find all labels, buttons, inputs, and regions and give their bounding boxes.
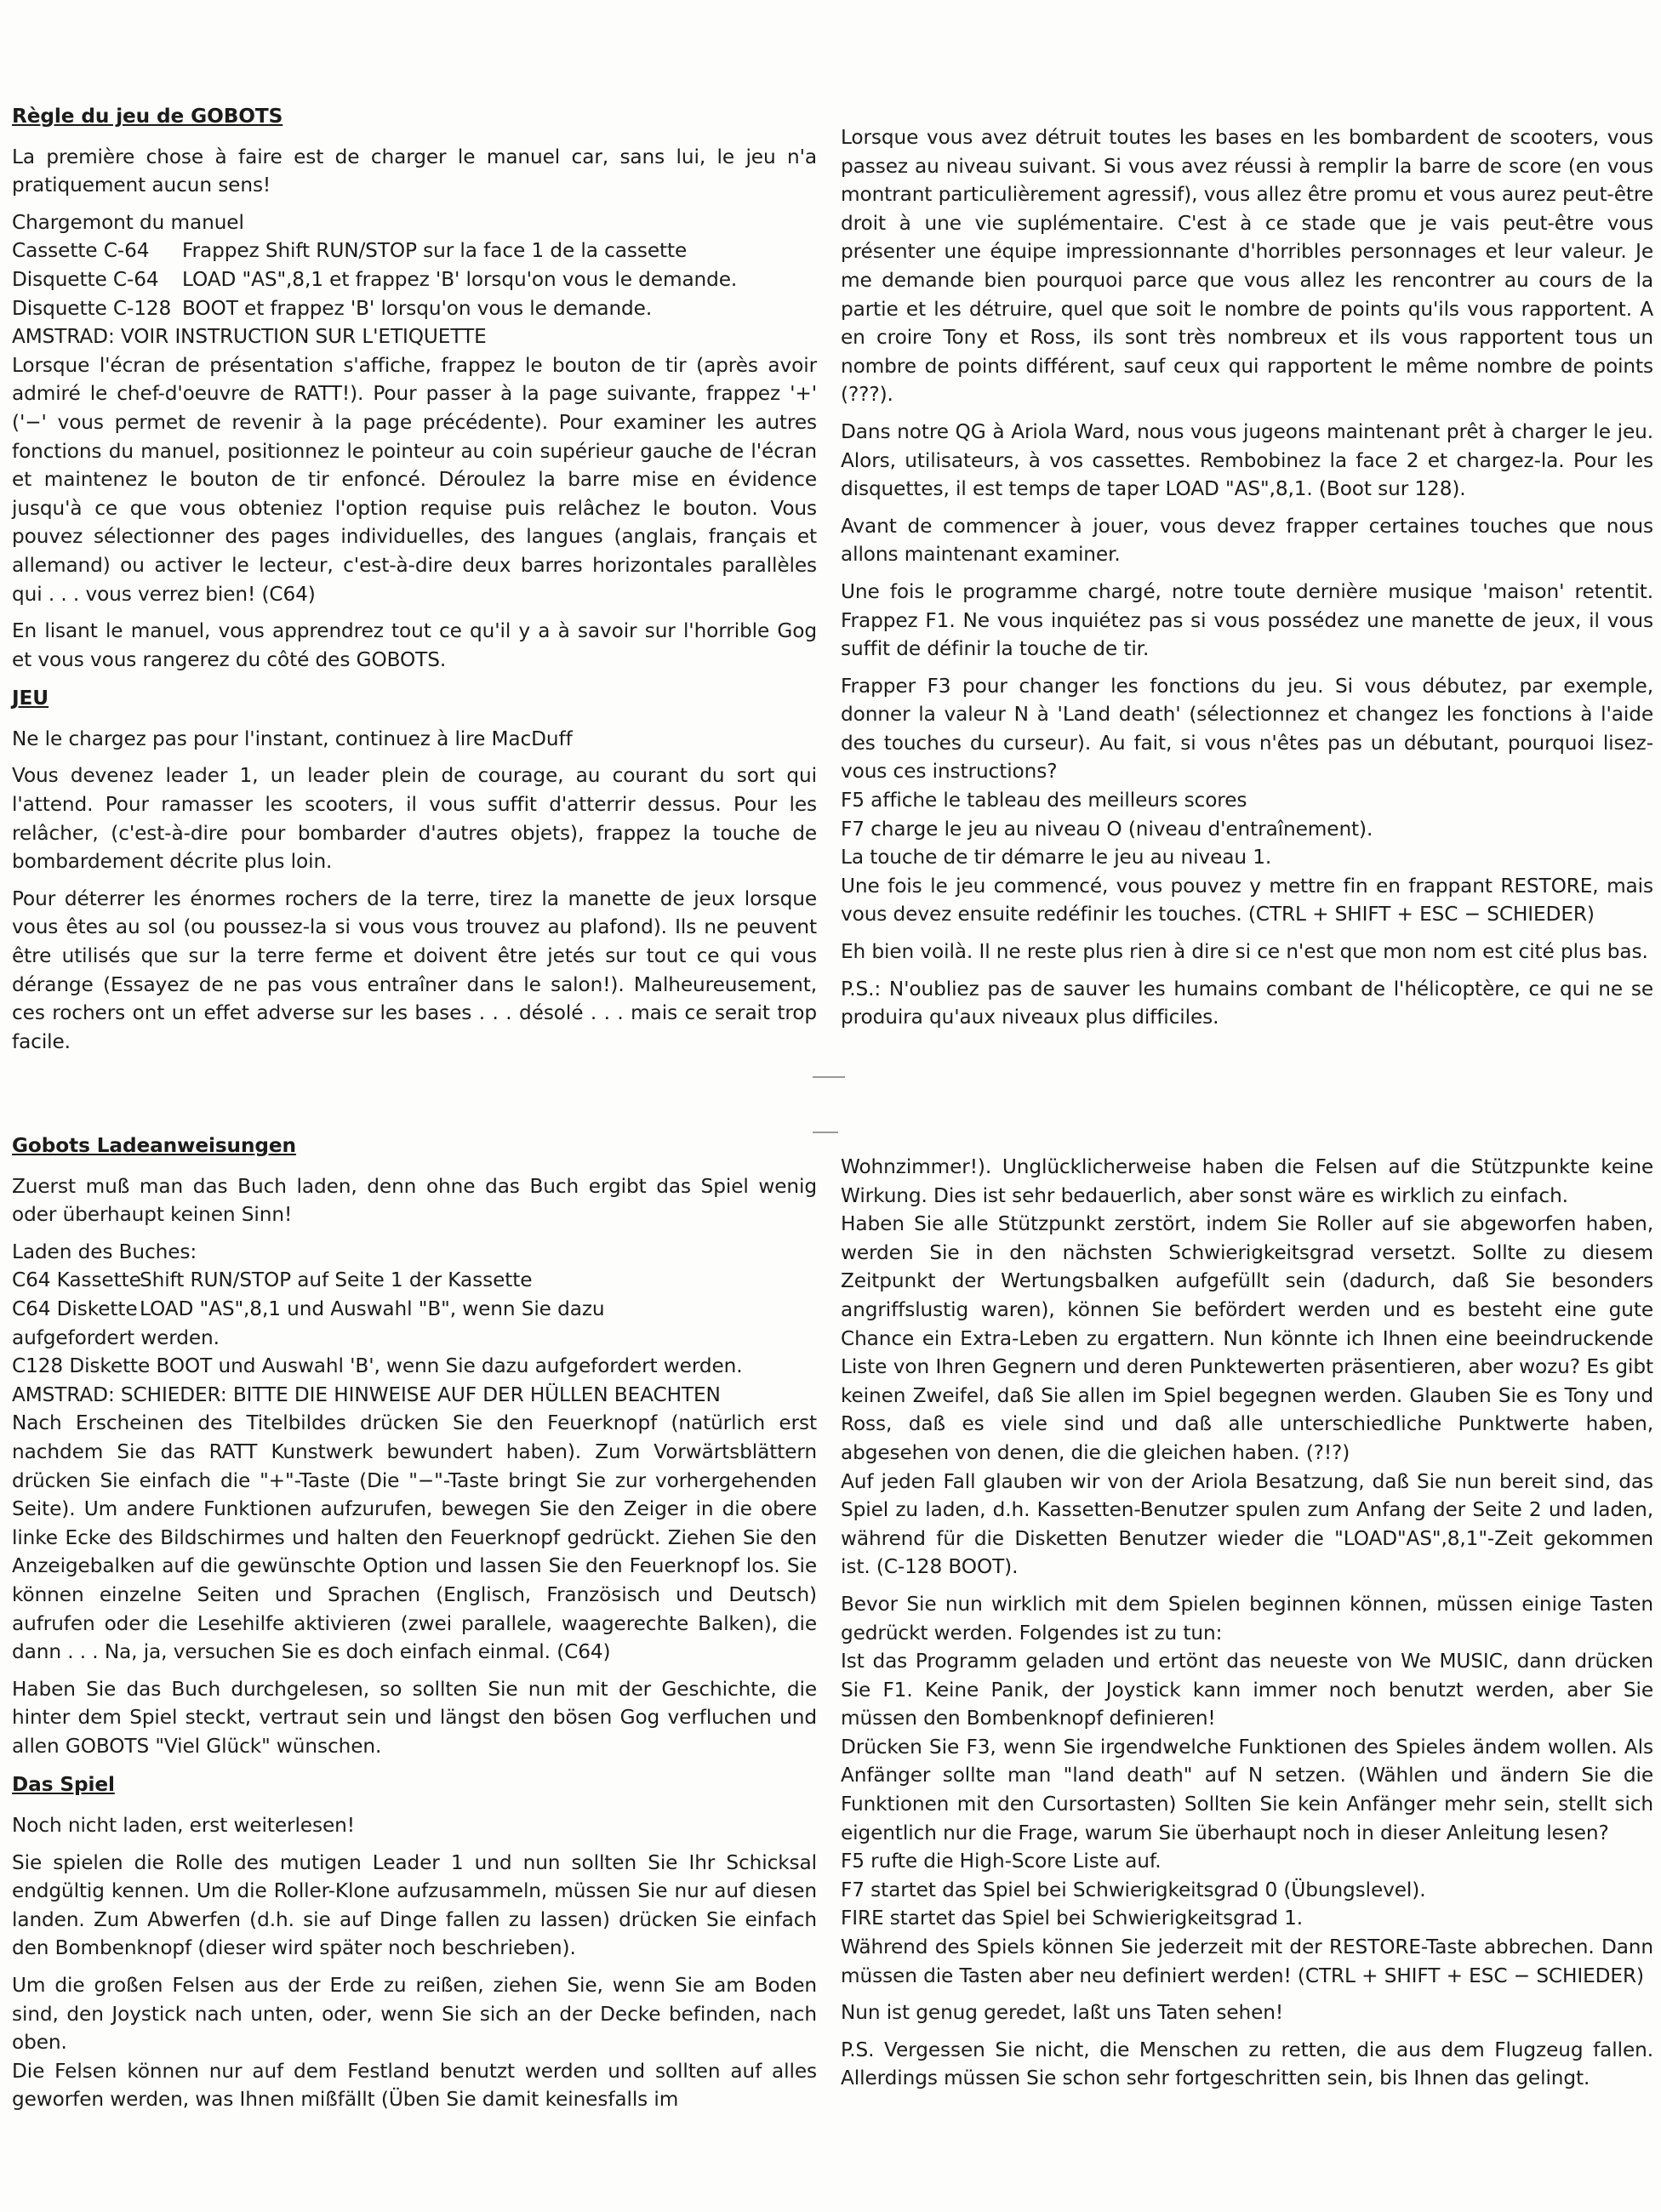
french-key-f5: F5 affiche le tableau des meilleurs scores xyxy=(841,789,1247,812)
french-key-f7: F7 charge le jeu au niveau O (niveau d'entraînement). xyxy=(841,817,1373,841)
german-key-fire: FIRE startet das Spiel bei Schwierigkeitsgrad 1. xyxy=(841,1907,1304,1930)
french-paragraph: Une fois le programme chargé, notre toute dernière musique 'maison' retentit. Frappez F1. Ne vous inquiétez pas si vous possédez une manette de jeux, il vous suffit de définir la touche de tir. xyxy=(841,579,1653,661)
german-load-heading: Laden des Buches: xyxy=(12,1240,197,1263)
german-intro: Zuerst muß man das Buch laden, denn ohne das Buch ergibt das Spiel wenig oder überhaupt keinen Sinn! xyxy=(12,1174,817,1227)
german-key-f5: F5 rufte die High-Score Liste auf. xyxy=(841,1850,1162,1873)
french-paragraph: Vous devenez leader 1, un leader plein de courage, au courant du sort qui l'attend. Pour ramasser les scooters, il vous suffit d'atterrir dessus. Pour les relâcher, (c'est-à-dire pour bombarder d'autres objets), frappez la touche de bombardement décrite plus loin. xyxy=(12,764,817,874)
french-paragraph: Pour déterrer les énormes rochers de la terre, tirez la manette de jeux lorsque vous êtes au sol (ou poussez-la si vous vous trouvez au plafond). Ils ne peuvent être utilisés que sur la terre ferme et doivent être jetés sur tout ce qui vous dérange (Essayez de ne pas vous entraîner dans le salon!). Malheureusement, ces rochers ont un effet adverse sur les bases . . . désolé . . . mais ce serait trop facile. xyxy=(12,887,817,1053)
german-paragraph: Um die großen Felsen aus der Erde zu reißen, ziehen Sie, wenn Sie am Boden sind, den Joystick nach unten, oder, wenn Sie sich an der Decke befinden, nach oben. xyxy=(12,1974,817,2055)
french-paragraph: Avant de commencer à jouer, vous devez frapper certaines touches que nous allons maintenant examiner. xyxy=(841,514,1653,567)
french-load-row: Disquette C-64 LOAD "AS",8,1 et frappez 'B' lorsqu'on vous le demande. xyxy=(12,267,738,291)
german-paragraph: Haben Sie alle Stützpunkt zerstört, indem Sie Roller auf sie abgeworfen haben, werden Sie in den nächsten Schwierigkeitsgrad versetzt. Sollte zu diesem Zeitpunkt der Wertungsbalken aufgefüllt sein (dadurch, daß Sie besonders angriffslustig waren), können Sie befördert werden und es besteht eine gute Chance ein Extra-Leben zu ergattern. Nun könnte ich Ihnen eine beeindruckende Liste von Ihren Gegnern und deren Punktewerten präsentieren, aber wozu? Es gibt keinen Zweifel, daß Sie allen im Spiel begegnen werden. Glauben Sie es Tony und Ross, daß es viele sind und daß alle unterschiedliche Punktwerte haben, abgesehen von denen, die die gleichen haben. (?!?) xyxy=(841,1212,1653,1464)
scan-mark xyxy=(813,1132,838,1133)
french-left-column xyxy=(12,102,817,1064)
german-paragraph: Wohnzimmer!). Unglücklicherweise haben die Felsen auf die Stützpunkte keine Wirkung. Dies ist sehr bedauerlich, aber sonst wäre es wirklich zu einfach. xyxy=(841,1155,1653,1207)
german-paragraph: Die Felsen können nur auf dem Festland benutzt werden und sollten auf alles geworfen werden, was Ihnen mißfällt (Üben Sie damit keinesfalls im xyxy=(12,2059,817,2112)
scan-mark xyxy=(813,1076,845,1078)
german-load-row: C128 Diskette BOOT und Auswahl 'B', wenn Sie dazu aufgefordert werden. xyxy=(12,1354,743,1378)
french-paragraph: Lorsque l'écran de présentation s'affiche, frappez le bouton de tir (après avoir admiré le chef-d'oeuvre de RATT!). Pour passer à la page suivante, frappez '+' ('−' vous permet de revenir à la page précédente). Pour examiner les autres fonctions du manuel, positionnez le pointeur au coin supérieur gauche de l'écran et maintenez le bouton de tir enfoncé. Déroulez la barre mise en évidence jusqu'à ce que vous obteniez l'option requise puis relâchez le bouton. Vous pouvez sélectionner des pages individuelles, des langues (anglais, français et allemand) ou activer le lecteur, c'est-à-dire deux barres horizontales parallèles qui . . . vous verrez bien! (C64) xyxy=(12,353,817,606)
french-paragraph: Dans notre QG à Ariola Ward, nous vous jugeons maintenant prêt à charger le jeu. Alors, utilisateurs, à vos cassettes. Rembobinez la face 2 et chargez-la. Pour les disquettes, il est temps de taper LOAD "AS",8,1. (Boot sur 128). xyxy=(841,419,1653,501)
french-load-row: Disquette C-128 BOOT et frappez 'B' lorsqu'on vous le demande. xyxy=(12,296,653,320)
german-paragraph: Auf jeden Fall glauben wir von der Ariola Besatzung, daß Sie nun bereit sind, das Spiel zu laden, d.h. Kassetten-Benutzer spulen zum Anfang der Seite 2 und laden, während für die Disketten Benutzer wieder die "LOAD"AS",8,1"-Zeit gekommen ist. (C-128 BOOT). xyxy=(841,1469,1653,1579)
french-key-fire: La touche de tir démarre le jeu au niveau 1. xyxy=(841,846,1272,869)
german-paragraph: Nach Erscheinen des Titelbildes drücken Sie den Feuerknopf (natürlich erst nachdem Sie das RATT Kunstwerk bewundert haben). Zum Vorwärtsblättern drücken Sie einfach die "+"-Taste (Die "−"-Taste bringt Sie zur vorhergehenden Seite). Um andere Funktionen aufzurufen, bewegen Sie den Zeiger in die obere linke Ecke des Bildschirmes und halten den Feuerknopf gedrückt. Ziehen Sie den Anzeigebalken auf die gewünschte Option und lassen Sie den Feuerknopf los. Sie können einzelne Seiten und Sprachen (Englisch, Französisch und Deutsch) aufrufen oder die Lesehilfe aktivieren (zwei parallele, waagerechte Balken), die dann . . . Na, ja, versuchen Sie es doch einfach einmal. (C64) xyxy=(12,1411,817,1664)
french-postscript: P.S.: N'oubliez pas de sauver les humains combant de l'hélicoptère, ce qui ne se produira qu'aux niveaux plus difficiles. xyxy=(841,977,1653,1029)
german-paragraph: Drücken Sie F3, wenn Sie irgendwelche Funktionen des Spieles ändem wollen. Als Anfänger sollte man "land death" auf N setzen. (Wählen und ändern Sie die Funktionen mit den Cursortasten) Sollten Sie kein Anfänger mehr sein, stellt sich eigentlich nur die Frage, warum Sie überhaupt noch in dieser Anleitung lesen? xyxy=(841,1735,1653,1844)
german-spiel-heading: Das Spiel xyxy=(12,1773,115,1797)
french-paragraph: En lisant le manuel, vous apprendrez tout ce qu'il y a à savoir sur l'horrible Gog et vous vous rangerez du côté des GOBOTS. xyxy=(12,619,817,671)
german-paragraph: Während des Spiels können Sie jederzeit mit der RESTORE-Taste abbrechen. Dann müssen die Tasten aber neu definiert werden! (CTRL + SHIFT + ESC − SCHIEDER) xyxy=(841,1936,1653,1987)
french-jeu-note: Ne le chargez pas pour l'instant, continuez à lire MacDuff xyxy=(12,727,573,750)
french-load-heading: Chargemont du manuel xyxy=(12,210,244,234)
french-paragraph: Eh bien voilà. Il ne reste plus rien à dire si ce n'est que mon nom est cité plus bas. xyxy=(841,940,1648,964)
french-right-column xyxy=(841,123,1653,1040)
german-title: Gobots Ladeanweisungen xyxy=(12,1134,296,1157)
french-paragraph: Une fois le jeu commencé, vous pouvez y mettre fin en frappant RESTORE, mais vous devez ensuite redéfinir les touches. (CTRL + SHIFT + ESC − SCHIEDER) xyxy=(841,874,1653,926)
german-right-column xyxy=(841,1153,1653,2101)
german-load-row-continued: aufgefordert werden. xyxy=(12,1325,220,1349)
german-paragraph: Nun ist genug geredet, laßt uns Taten sehen! xyxy=(841,2001,1284,2025)
german-load-row: C64 Diskette LOAD "AS",8,1 und Auswahl "B", wenn Sie dazu xyxy=(12,1297,605,1320)
german-left-column xyxy=(12,1132,817,2123)
french-intro: La première chose à faire est de charger le manuel car, sans lui, le jeu n'a pratiquement aucun sens! xyxy=(12,145,817,197)
german-spiel-note: Noch nicht laden, erst weiterlesen! xyxy=(12,1814,355,1838)
french-paragraph: Lorsque vous avez détruit toutes les bases en les bombardent de scooters, vous passez au niveau suivant. Si vous avez réussi à remplir la barre de score (en vous montrant particulièrement agressif), vous allez être promu et vous aurez peut-être droit à une vie suplémentaire. C'est à ce stade que je vais peut-être vous présenter une équipe impressionnante d'horribles personnages et leur valeur. Je me demande bien pourquoi parce que vous allez les rencontrer au cours de la partie et les détruire, quel que soit le nombre de points qu'ils vous rapportent. A en croire Tony et Ross, ils sont très nombreux et ils vous rapportent tous un nombre de points différent, sauf ceux qui rapportent le même nombre de points (???). xyxy=(841,126,1653,407)
german-postscript: P.S. Vergessen Sie nicht, die Menschen zu retten, die aus dem Flugzeug fallen. Allerdings müssen Sie schon sehr fortgeschritten sein, bis Ihnen das gelingt. xyxy=(841,2038,1653,2090)
french-paragraph: Frapper F3 pour changer les fonctions du jeu. Si vous débutez, par exemple, donner la valeur N à 'Land death' (sélectionnez et changez les fonctions à l'aide des touches du curseur). Au fait, si vous n'êtes pas un débutant, pourquoi lisez-vous ces instructions? xyxy=(841,674,1653,784)
german-key-f7: F7 startet das Spiel bei Schwierigkeitsgrad 0 (Übungslevel). xyxy=(841,1878,1426,1901)
german-paragraph: Bevor Sie nun wirklich mit dem Spielen beginnen können, müssen einige Tasten gedrückt werden. Folgendes ist zu tun: xyxy=(841,1592,1653,1645)
german-amstrad-note: AMSTRAD: SCHIEDER: BITTE DIE HINWEISE AUF DER HÜLLEN BEACHTEN xyxy=(12,1382,721,1406)
german-paragraph: Sie spielen die Rolle des mutigen Leader 1 und nun sollten Sie Ihr Schicksal endgültig kennen. Um die Roller-Klone aufzusammeln, müssen Sie nur auf diesen landen. Zum Abwerfen (d.h. sie auf Dinge fallen zu lassen) drücken Sie einfach den Bombenknopf (dieser wird später noch beschrieben). xyxy=(12,1850,817,1960)
french-amstrad-note: AMSTRAD: VOIR INSTRUCTION SUR L'ETIQUETTE xyxy=(12,325,487,349)
french-title: Règle du jeu de GOBOTS xyxy=(12,105,283,128)
german-load-row: C64 KassetteShift RUN/STOP auf Seite 1 der Kassette xyxy=(12,1268,533,1292)
german-paragraph: Haben Sie das Buch durchgelesen, so sollten Sie nun mit der Geschichte, die hinter dem Spiel steckt, vertraut sein und längst den bösen Gog verfluchen und allen GOBOTS "Viel Glück" wünschen. xyxy=(12,1677,817,1758)
german-paragraph: Ist das Programm geladen und ertönt das neueste von We MUSIC, dann drücken Sie F1. Keine Panik, der Joystick kann immer noch benutzt werden, aber Sie müssen den Bombenknopf definieren! xyxy=(841,1650,1653,1730)
french-jeu-heading: JEU xyxy=(12,687,49,710)
french-load-row: Cassette C-64 Frappez Shift RUN/STOP sur la face 1 de la cassette xyxy=(12,239,688,263)
